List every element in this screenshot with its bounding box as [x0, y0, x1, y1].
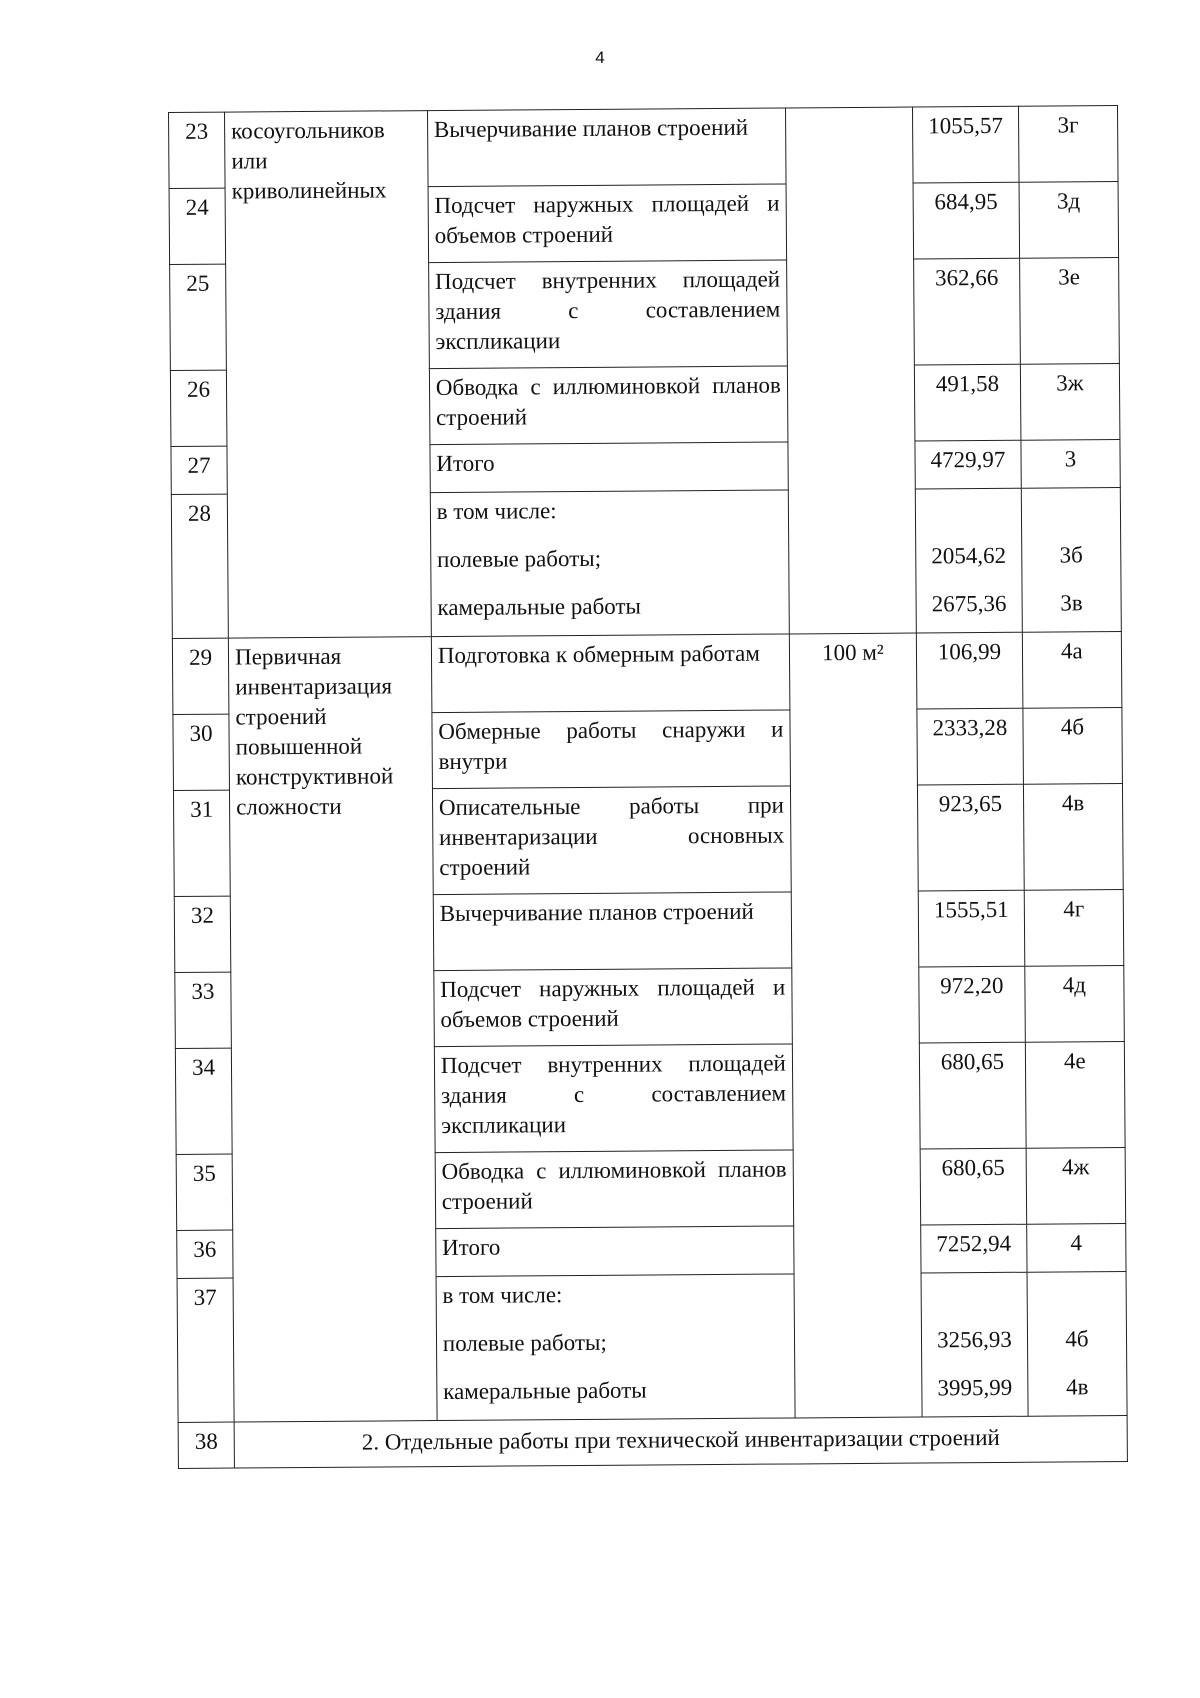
norm-code: 4г [1024, 890, 1124, 967]
work-description [436, 1274, 795, 1421]
sub-description: камеральные работы [437, 593, 642, 621]
table-row [169, 106, 1119, 189]
price-value: 362,66 [914, 258, 1020, 365]
row-number: 25 [170, 264, 227, 370]
row-number: 30 [173, 714, 230, 790]
row-number: 28 [171, 494, 228, 638]
work-description: Итого [435, 1226, 793, 1277]
row-number: 34 [175, 1048, 232, 1154]
price-value: 684,95 [913, 182, 1019, 259]
norm-code: 4в [1023, 784, 1123, 891]
price-value: 1555,51 [918, 890, 1024, 967]
group-name-2: Первичная инвентаризация строений повышенной конструктивной сложности [228, 637, 436, 1422]
price-value: 106,99 [916, 632, 1022, 709]
page-number: 4 [595, 48, 605, 67]
table-row [172, 632, 1122, 715]
norm-code [1021, 488, 1121, 633]
sub-description: полевые работы; [436, 545, 602, 573]
norm-code: 4е [1025, 1042, 1125, 1149]
work-description: Обмерные работы снаружи и внутри [432, 710, 791, 789]
sub-description: полевые работы; [442, 1329, 607, 1357]
work-description [430, 490, 789, 637]
norm-code: 4д [1025, 966, 1125, 1043]
row-number: 36 [177, 1230, 233, 1278]
work-description: Подсчет внутренних площадей здания с составлением экспликации [428, 260, 787, 369]
norm-code: 3г [1018, 106, 1118, 183]
sub-code: 4в [1065, 1374, 1089, 1400]
row-number: 35 [176, 1154, 233, 1230]
norm-code: 4 [1026, 1224, 1126, 1273]
unit-cell [785, 107, 916, 634]
norm-code [1027, 1272, 1127, 1417]
price-value [921, 1272, 1028, 1417]
section-row [178, 1416, 1127, 1469]
price-value: 7252,94 [921, 1224, 1027, 1273]
work-description: Обводка с иллюминовкой планов строений [435, 1150, 794, 1229]
row-number: 33 [175, 972, 232, 1048]
row-number: 29 [172, 638, 229, 714]
price-value: 972,20 [919, 966, 1025, 1043]
norm-code: 3е [1019, 258, 1119, 365]
work-description: Описательные работы при инвентаризации основных строений [432, 786, 791, 895]
price-value: 1055,57 [913, 106, 1019, 183]
subtotal-label: в том числе: [436, 498, 557, 525]
work-description: Вычерчивание планов строений [427, 108, 786, 187]
norm-code: 4ж [1026, 1148, 1126, 1225]
unit-label: 100 м² [789, 633, 922, 1418]
work-description: Подсчет внутренних площадей здания с составлением экспликации [434, 1044, 793, 1153]
sub-value: 3995,99 [937, 1374, 1013, 1401]
row-number: 38 [178, 1422, 234, 1468]
price-table [168, 105, 1128, 1469]
norm-code: 4а [1022, 632, 1122, 709]
row-number: 27 [171, 446, 227, 494]
work-description: Подготовка к обмерным работам [431, 634, 790, 713]
price-value: 4729,97 [915, 440, 1021, 489]
price-value: 491,58 [914, 364, 1020, 441]
price-value: 680,65 [919, 1042, 1025, 1149]
subtotal-label: в том числе: [442, 1282, 563, 1309]
sub-code: 4б [1065, 1326, 1089, 1352]
sub-description: камеральные работы [443, 1377, 647, 1405]
price-value: 923,65 [918, 784, 1024, 891]
sub-value: 2675,36 [931, 590, 1007, 617]
row-number: 23 [169, 112, 226, 188]
work-description: Итого [430, 442, 788, 493]
row-number: 37 [177, 1278, 234, 1422]
norm-code: 3д [1019, 182, 1119, 259]
row-number: 31 [173, 790, 230, 896]
price-value: 2333,28 [917, 708, 1023, 785]
work-description: Вычерчивание планов строений [433, 892, 792, 971]
section-title: 2. Отдельные работы при технической инвентаризации строений [234, 1416, 1127, 1469]
work-description: Подсчет наружных площадей и объемов строений [428, 184, 787, 263]
price-value: 680,65 [920, 1148, 1026, 1225]
price-value [915, 488, 1022, 633]
norm-code: 4б [1023, 708, 1123, 785]
group-name-1: косоугольников или криволинейных [225, 111, 432, 638]
sub-code: 3в [1060, 590, 1083, 616]
row-number: 26 [170, 370, 227, 446]
work-description: Обводка с иллюминовкой планов строений [429, 366, 788, 445]
row-number: 24 [169, 188, 226, 264]
sub-code: 3б [1059, 542, 1083, 568]
norm-code: 3 [1021, 440, 1121, 489]
work-description: Подсчет наружных площадей и объемов строений [434, 968, 793, 1047]
row-number: 32 [174, 896, 231, 972]
norm-code: 3ж [1020, 364, 1120, 441]
sub-value: 3256,93 [936, 1326, 1012, 1353]
sub-value: 2054,62 [931, 542, 1007, 569]
